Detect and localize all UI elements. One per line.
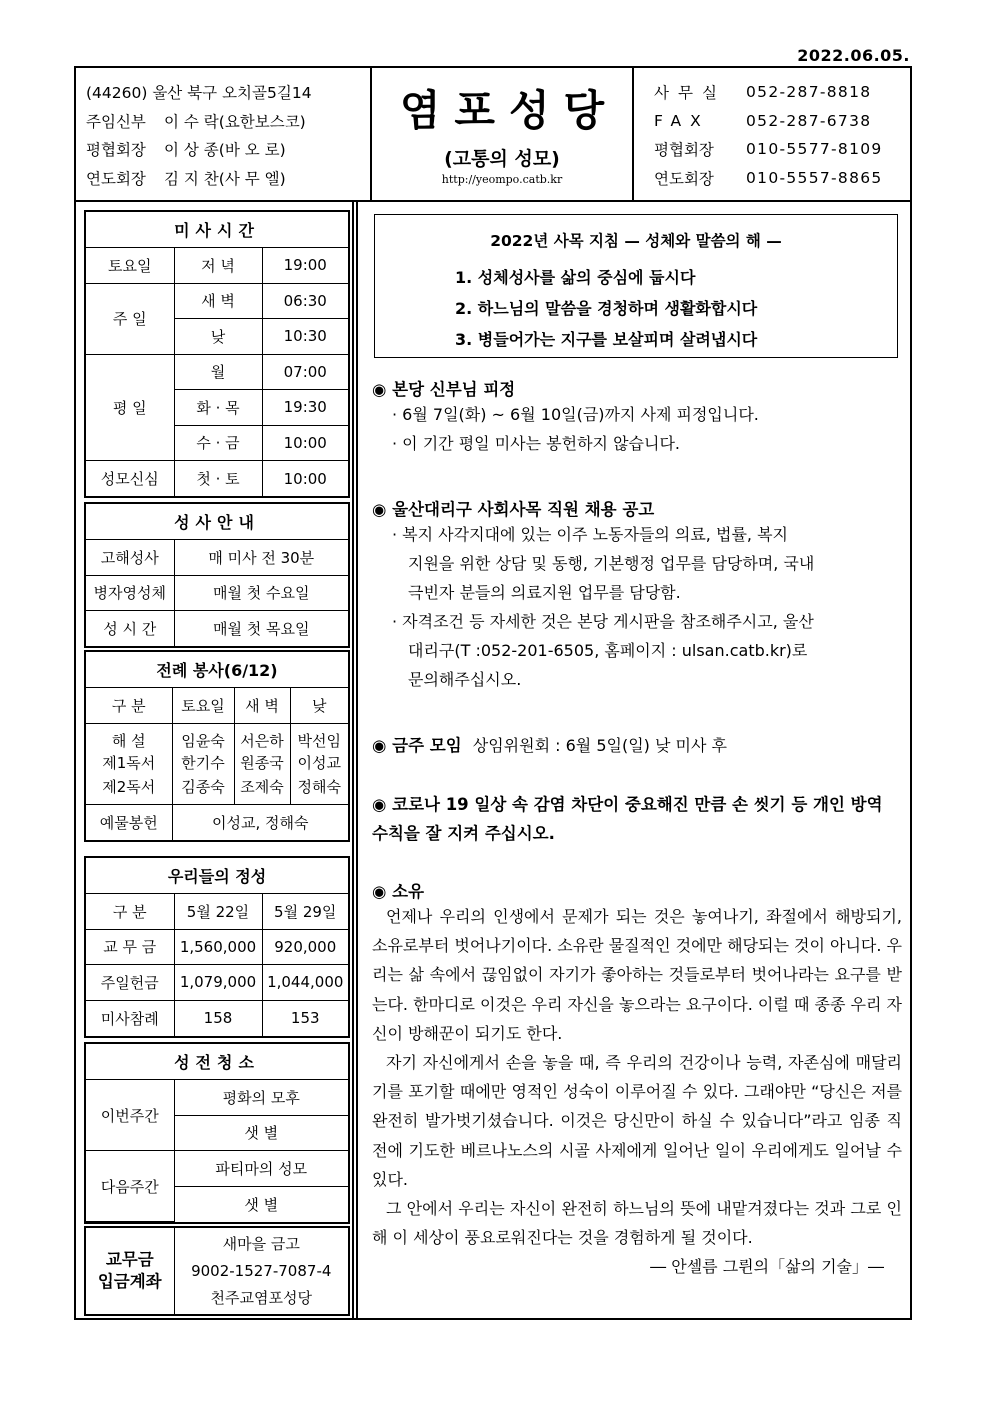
notice-line: · 이 기간 평일 미사는 봉헌하지 않습니다. xyxy=(392,434,680,453)
contact-row: 사무실 052-287-8818 xyxy=(654,83,872,103)
cleaning-group: 파티마의 성모 xyxy=(174,1151,348,1187)
liturgy-role: 해 설 xyxy=(86,723,172,751)
pastoral-item: 3. 병들어가는 지구를 보살피며 살려냅시다 xyxy=(455,330,758,349)
liturgy-person: 박선임 xyxy=(290,723,348,751)
notice-title: ◉ 울산대리구 사회사목 직원 채용 공고 xyxy=(372,500,655,519)
essay-source: ― 안셀름 그륀의「삶의 기술」― xyxy=(650,1257,884,1277)
info-row: 주임신부 이 수 락(요한보스코) xyxy=(86,112,306,131)
finance-amount: 920,000 xyxy=(262,929,348,965)
essay-paragraph: 그 안에서 우리는 자신이 완전히 하느님의 뜻에 내맡겨졌다는 것과 그로 인해 이 세상이 풍요로워진다는 것을 경험하게 될 것이다. xyxy=(372,1199,902,1248)
pastoral-guidelines-box xyxy=(374,214,898,358)
church-url[interactable]: http://yeompo.catb.kr xyxy=(441,173,563,186)
column-header: 새 벽 xyxy=(234,688,290,724)
mass-time: 19:00 xyxy=(262,248,348,284)
liturgy-role: 제1독서 xyxy=(86,751,172,775)
liturgy-role: 제2독서 xyxy=(86,775,172,805)
contact-row: FAX 052-287-6738 xyxy=(654,111,872,130)
sacrament-name: 고해성사 xyxy=(86,540,174,576)
mass-slot: 낮 xyxy=(174,319,262,355)
mass-day: 성모신심 xyxy=(86,461,174,497)
mass-slot: 저 녁 xyxy=(174,248,262,284)
essay xyxy=(372,878,902,1281)
mass-times-title: 미사시간 xyxy=(86,212,348,248)
mass-slot: 새 벽 xyxy=(174,283,262,319)
pastoral-item: 1. 성체성사를 삶의 중심에 둡시다 xyxy=(455,268,696,287)
mass-time: 10:00 xyxy=(262,425,348,461)
info-row: 평협회장 이 상 종(바 오 로) xyxy=(86,141,286,160)
column-header: 5월 22일 xyxy=(174,894,262,930)
bank-name: 새마을 금고 xyxy=(222,1234,300,1253)
cleaning-title: 성전청소 xyxy=(86,1044,348,1080)
mass-time: 10:00 xyxy=(262,461,348,497)
sacrament-name: 성 시 간 xyxy=(86,611,174,647)
notice-title: ◉ 금주 모임 xyxy=(372,736,462,755)
finance-amount: 1,079,000 xyxy=(174,965,262,1001)
notice-line: 문의해주십시오. xyxy=(408,670,522,689)
notice-hiring xyxy=(372,496,902,694)
essay-title: ◉ 소유 xyxy=(372,882,425,901)
mass-slot: 첫 · 토 xyxy=(174,461,262,497)
finance-amount: 1,044,000 xyxy=(262,965,348,1001)
notice-line: · 자격조건 등 자세한 것은 본당 게시판을 참조해주시고, 울산 xyxy=(392,612,814,631)
sacraments-title: 성사안내 xyxy=(86,504,348,540)
liturgy-title: 전례 봉사(6/12) xyxy=(86,652,348,688)
address: (44260) 울산 북구 오치골5길14 xyxy=(86,84,312,103)
contact-row: 평협회장 010-5577-8109 xyxy=(654,140,883,160)
notice-meeting xyxy=(372,732,902,756)
mass-day: 주 일 xyxy=(86,283,174,354)
pastoral-heading: 2022년 사목 지침 — 성체와 말씀의 해 — xyxy=(490,232,782,250)
mass-slot: 화 · 목 xyxy=(174,390,262,426)
notice-line: · 복지 사각지대에 있는 이주 노동자들의 의료, 법률, 복지 xyxy=(392,525,788,544)
mass-day: 토요일 xyxy=(86,248,174,284)
mass-time: 07:00 xyxy=(262,354,348,390)
finance-amount: 153 xyxy=(262,1000,348,1036)
finance-item: 미사참례 xyxy=(86,1000,174,1036)
sacrament-name: 병자영성체 xyxy=(86,575,174,611)
finance-item: 교 무 금 xyxy=(86,929,174,965)
finance-amount: 1,560,000 xyxy=(174,929,262,965)
contact-list xyxy=(654,78,904,192)
sacrament-time: 매월 첫 목요일 xyxy=(174,611,348,647)
account-number: 9002-1527-7087-4 xyxy=(191,1261,332,1280)
finance-box xyxy=(84,856,350,1038)
column-header: 낮 xyxy=(290,688,348,724)
mass-time: 19:30 xyxy=(262,390,348,426)
account-details xyxy=(174,1228,348,1314)
mass-time: 06:30 xyxy=(262,283,348,319)
notice-corona: ◉ 코로나 19 일상 속 감염 차단이 중요해진 만큼 손 씻기 등 개인 방역수칙을 잘 지켜 주십시오. xyxy=(372,795,883,843)
mass-day: 평 일 xyxy=(86,354,174,461)
mass-times-box xyxy=(84,210,350,498)
cleaning-box xyxy=(84,1042,350,1224)
liturgy-person: 조제숙 xyxy=(234,775,290,805)
bulletin-frame xyxy=(74,66,912,1320)
account-label: 교무금 입금계좌 xyxy=(86,1228,174,1314)
church-name: 염포성당 xyxy=(399,86,619,135)
week-label: 다음주간 xyxy=(86,1151,174,1222)
offering-label: 예물봉헌 xyxy=(86,805,172,841)
notice-line: · 6월 7일(화) ~ 6월 10일(금)까지 사제 피정입니다. xyxy=(392,405,759,424)
info-row: 연도회장 김 지 찬(사 무 엘) xyxy=(86,169,286,188)
church-info xyxy=(86,78,356,192)
notice-retreat xyxy=(372,376,902,458)
column-header: 구 분 xyxy=(86,688,172,724)
sacrament-time: 매월 첫 수요일 xyxy=(174,575,348,611)
column-header: 5월 29일 xyxy=(262,894,348,930)
finance-item: 주일헌금 xyxy=(86,965,174,1001)
notice-line: 대리구(T :052-201-6505, 홈페이지 : ulsan.catb.kr)로 xyxy=(408,641,808,660)
column-header: 토요일 xyxy=(172,688,234,724)
masthead xyxy=(370,68,634,200)
liturgy-person: 김종숙 xyxy=(172,775,234,805)
mass-slot: 수 · 금 xyxy=(174,425,262,461)
account-holder: 천주교염포성당 xyxy=(210,1288,312,1307)
offering-persons: 이성교, 정해숙 xyxy=(172,805,348,841)
notice-line: 상임위원회 : 6월 5일(일) 낮 미사 후 xyxy=(472,736,727,755)
column-header: 구 분 xyxy=(86,894,174,930)
liturgy-person: 임윤숙 xyxy=(172,723,234,751)
liturgy-person: 이성교 xyxy=(290,751,348,775)
mass-time: 10:30 xyxy=(262,319,348,355)
notice-line: 극빈자 분들의 의료지원 업무를 담당함. xyxy=(408,583,681,602)
notice-line: 지원을 위한 상담 및 동행, 기본행정 업무를 담당하며, 국내 xyxy=(408,554,815,573)
finance-amount: 158 xyxy=(174,1000,262,1036)
account-box xyxy=(84,1226,350,1316)
cleaning-group: 샛 별 xyxy=(174,1115,348,1151)
notice-title: ◉ 본당 신부님 피정 xyxy=(372,380,516,399)
liturgy-person: 정해숙 xyxy=(290,775,348,805)
finance-title: 우리들의 정성 xyxy=(86,858,348,894)
liturgy-box xyxy=(84,650,350,842)
liturgy-person: 한기수 xyxy=(172,751,234,775)
bulletin-header xyxy=(76,68,910,202)
liturgy-person: 서은하 xyxy=(234,723,290,751)
contact-row: 연도회장 010-5557-8865 xyxy=(654,168,883,188)
sacrament-time: 매 미사 전 30분 xyxy=(174,540,348,576)
sacraments-box xyxy=(84,502,350,648)
cleaning-group: 평화의 모후 xyxy=(174,1080,348,1116)
pastoral-item: 2. 하느님의 말씀을 경청하며 생활화합시다 xyxy=(455,299,758,318)
church-subtitle: (고통의 성모) xyxy=(444,148,560,170)
issue-date: 2022.06.05. xyxy=(797,46,910,65)
column-divider xyxy=(352,202,358,1320)
essay-paragraph: 언제나 우리의 인생에서 문제가 되는 것은 놓여나기, 좌절에서 해방되기, 소유로부터 벗어나기이다. 소유란 물질적인 것에만 해당되는 것이 아니다. 우리는 삶 속에서 끊임없이 자기가 좋아하는 것들로부터 벗어나라는 요구를 받는다. 한마디로 이것은 우리 자신을 놓으라는 요구이다. 이럴 때 종종 우리 자신이 방해꾼이 되기도 한다. xyxy=(372,907,902,1043)
liturgy-person: 원종국 xyxy=(234,751,290,775)
essay-paragraph: 자기 자신에게서 손을 놓을 때, 즉 우리의 건강이나 능력, 자존심에 매달리기를 포기할 때에만 영적인 성숙이 이루어질 수 있다. 그래야만 “당신은 저를 완전히 발가벗기셨습니다. 이것은 당신만이 하실 수 있습니다”라고 임종 직전에 기도한 베르나노스의 시골 사제에게 일어난 일이 우리에게도 일어날 수 있다. xyxy=(372,1053,902,1189)
cleaning-group: 샛 별 xyxy=(174,1186,348,1222)
week-label: 이번주간 xyxy=(86,1080,174,1151)
mass-slot: 월 xyxy=(174,354,262,390)
